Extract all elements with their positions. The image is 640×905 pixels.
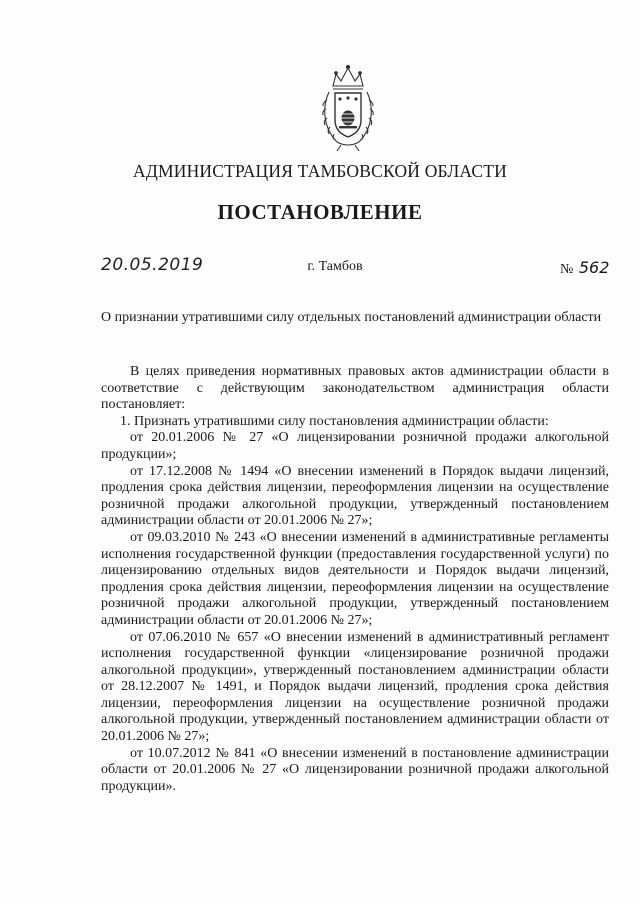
- document-type-title: ПОСТАНОВЛЕНИЕ: [217, 200, 423, 224]
- document-subject: О признании утратившими силу отдельных постановлений администрации области: [101, 310, 602, 325]
- document-number: [560, 258, 609, 278]
- tambov-coat-of-arms-emblem: [319, 62, 377, 152]
- act-paragraph: от 17.12.2008 № 1494 «О внесении изменений в Порядок выдачи лицензий, продления срока действия лицензии, переоформления лицензии на осуществление розничной продажи алкогольной продукции, утвержденный постановлением администрации области от 20.01.2006 № 27»;: [101, 463, 609, 529]
- act-paragraph: от 07.06.2010 № 657 «О внесении изменений в административный регламент исполнения государственной функции «лицензирование розничной продажи алкогольной продукции», утвержденный постановлением администрации области от 28.12.2007 № 1491, и Порядок выдачи лицензий, продления срока действия лицензии, переоформления лицензии на осуществление розничной продажи алкогольной продукции, утвержденный постановлением администрации области от 20.01.2006 № 27»;: [101, 629, 609, 745]
- organization-title: АДМИНИСТРАЦИЯ ТАМБОВСКОЙ ОБЛАСТИ: [133, 161, 507, 181]
- act-paragraph: от 09.03.2010 № 243 «О внесении изменений в административные регламенты исполнения государственной функции (предоставления государственной услуги) по лицензированию отдельных видов деятельности и Порядок выдачи лицензий, продления срока действия лицензии, переоформления лицензии на осуществление розничной продажи алкогольной продукции, утвержденный постановлением администрации области от 20.01.2006 № 27»;: [101, 529, 609, 628]
- intro-paragraph: В целях приведения нормативных правовых актов администрации области в соответствие с действующим законодательством администрация области постановляет:: [101, 364, 609, 413]
- handwritten-date: 20.05.2019: [101, 255, 204, 275]
- act-paragraph: от 20.01.2006 № 27 «О лицензировании розничной продажи алкогольной продукции»;: [101, 430, 609, 462]
- handwritten-number: 562: [578, 258, 610, 277]
- document-body: [101, 364, 609, 795]
- city-label: г. Тамбов: [307, 259, 363, 274]
- number-sign: №: [560, 262, 574, 277]
- act-paragraph: от 10.07.2012 № 841 «О внесении изменений в постановление администрации области от 20.01.2006 № 27 «О лицензировании розничной продажи алкогольной продукции».: [101, 745, 609, 794]
- item-1-paragraph: 1. Признать утратившими силу постановления администрации области:: [120, 413, 549, 429]
